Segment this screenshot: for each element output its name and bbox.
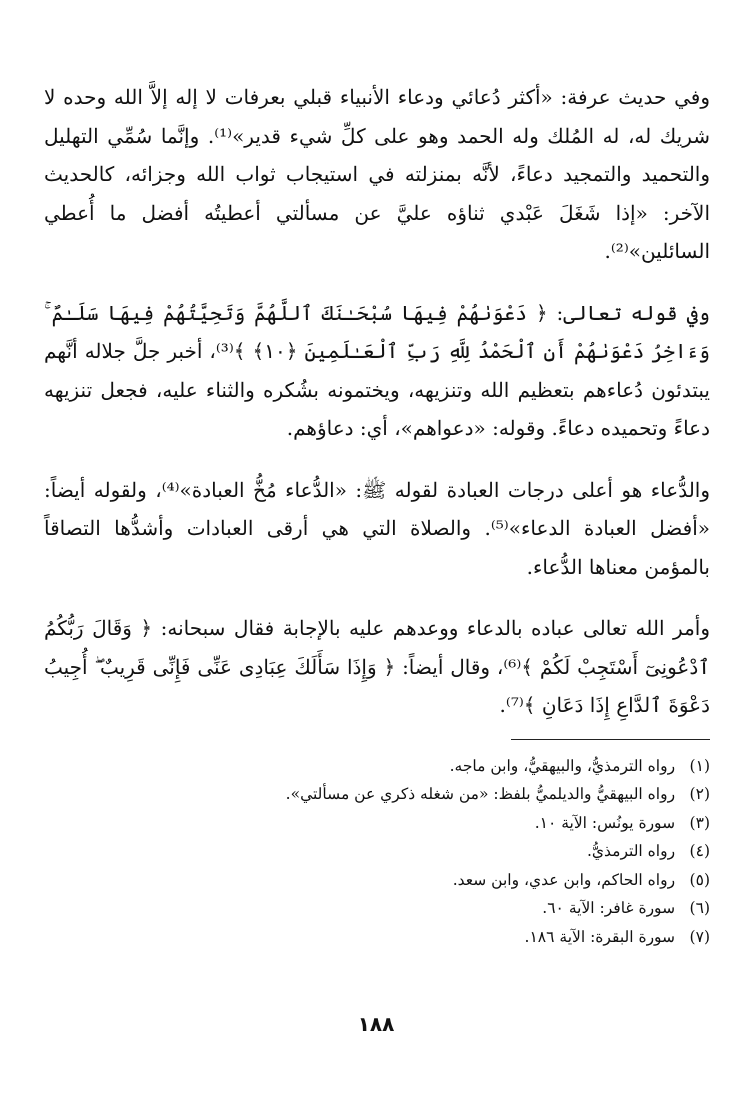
footnote-item	[44, 752, 710, 781]
footnote-number: (٤)	[689, 842, 710, 860]
paragraph-text: وأمر الله تعالى عباده بالدعاء ووعدهم عليه بالإجابة فقال سبحانه: ﴿ وَقَالَ رَبُّكُمُ ٱدْعُونِىٓ أَسْتَجِبْ لَكُمْ ﴾⁽⁶⁾، وقال أيضاً: ﴿ وَإِذَا سَأَلَكَ عِبَادِى عَنِّى فَإِنِّى قَرِيبٌ ۖ أُجِيبُ دَعْوَةَ ٱلدَّاعِ إِذَا دَعَانِ ﴾⁽⁷⁾.	[44, 616, 710, 717]
footnote-item	[44, 923, 710, 952]
footnote-number: (٦)	[689, 899, 710, 917]
footnote-text: رواه الترمذيُّ.	[586, 842, 676, 860]
footnotes-list	[44, 752, 710, 952]
footnote-number: (٥)	[689, 870, 710, 889]
footnote-number: (٣)	[689, 813, 710, 832]
paragraph-command-to-pray	[44, 609, 710, 725]
paragraph-gap	[44, 586, 710, 609]
footnote-item	[44, 780, 710, 809]
footnote-item	[44, 894, 710, 923]
footnote-item	[44, 809, 710, 838]
paragraph-text: وفي قوله تعالى: ﴿ دَعْوَىٰهُمْ فِيهَا سُبْحَـٰنَكَ ٱللَّهُمَّ وَتَحِيَّتُهُمْ فِيهَا سَلَـٰمٌ ۚ وَءَاخِرُ دَعْوَىٰهُمْ أَنِ ٱلْحَمْدُ لِلَّهِ رَبِّ ٱلْعَـٰلَمِينَ ﴿١٠﴾ ﴾⁽³⁾، أخبر جلَّ جلاله أنَّهم يبتدئون دُعاءهم بتعظيم الله وتنزيهه، ويختمونه بشُكره والثناء عليه، فجعل تنزيهه دعاءً وتحميده دعاءً. وقوله: «دعواهم»، أي: دعاؤهم.	[44, 300, 710, 440]
footnote-number: (٧)	[689, 927, 710, 946]
footnote-item	[44, 837, 710, 866]
paragraph-text: وفي حديث عرفة: «أكثر دُعائي ودعاء الأنبياء قبلي بعرفات لا إله إلاَّ الله وحده لا شريك له، له المُلك وله الحمد وهو على كلِّ شيء قدير»⁽¹⁾. وإنَّما سُمِّي التهليل والتحميد والتمجيد دعاءً، لأنَّه بمنزلته في استيجاب ثواب الله وجزائه، كالحديث الآخر: «إذا شَغَلَ عَبْدي ثناؤه عليَّ عن مسألتي أعطيتُه أفضل ما أُعطي السائلين»⁽²⁾.	[44, 85, 711, 263]
footnote-text: رواه الحاكم، وابن عدي، وابن سعد.	[452, 870, 676, 889]
footnote-divider	[511, 739, 710, 740]
paragraph-hadith-arafa	[44, 78, 710, 271]
footnote-text: سورة البقرة: الآية ١٨٦.	[524, 927, 676, 946]
page-body	[44, 78, 710, 951]
paragraph-text: والدُّعاء هو أعلى درجات العبادة لقوله ﷺ: «الدُّعاء مُخُّ العبادة»⁽⁴⁾، ولقوله أيضاً: «أفضل العبادة الدعاء»⁽⁵⁾. والصلاة التي هي أرقى العبادات وأشدُّها التصاقاً بالمؤمن معناها الدُّعاء.	[44, 477, 710, 579]
footnote-text: سورة غافر: الآية ٦٠.	[542, 899, 676, 917]
page-number: ١٨٨	[357, 1012, 395, 1036]
paragraph-quran-yunus	[44, 294, 710, 448]
footnote-number: (٢)	[689, 785, 710, 803]
footnote-number: (١)	[689, 756, 710, 775]
footnote-text: رواه الترمذيُّ، والبيهقيُّ، وابن ماجه.	[449, 756, 676, 775]
footnote-text: سورة يونُس: الآية ١٠.	[534, 813, 676, 832]
footnote-text: رواه البيهقيُّ والديلميُّ بلفظ: «من شغله ذكري عن مسألتي».	[285, 785, 676, 803]
paragraph-gap	[44, 448, 710, 471]
footnote-item	[44, 866, 710, 895]
paragraph-dua-worship	[44, 471, 710, 587]
paragraph-gap	[44, 271, 710, 294]
